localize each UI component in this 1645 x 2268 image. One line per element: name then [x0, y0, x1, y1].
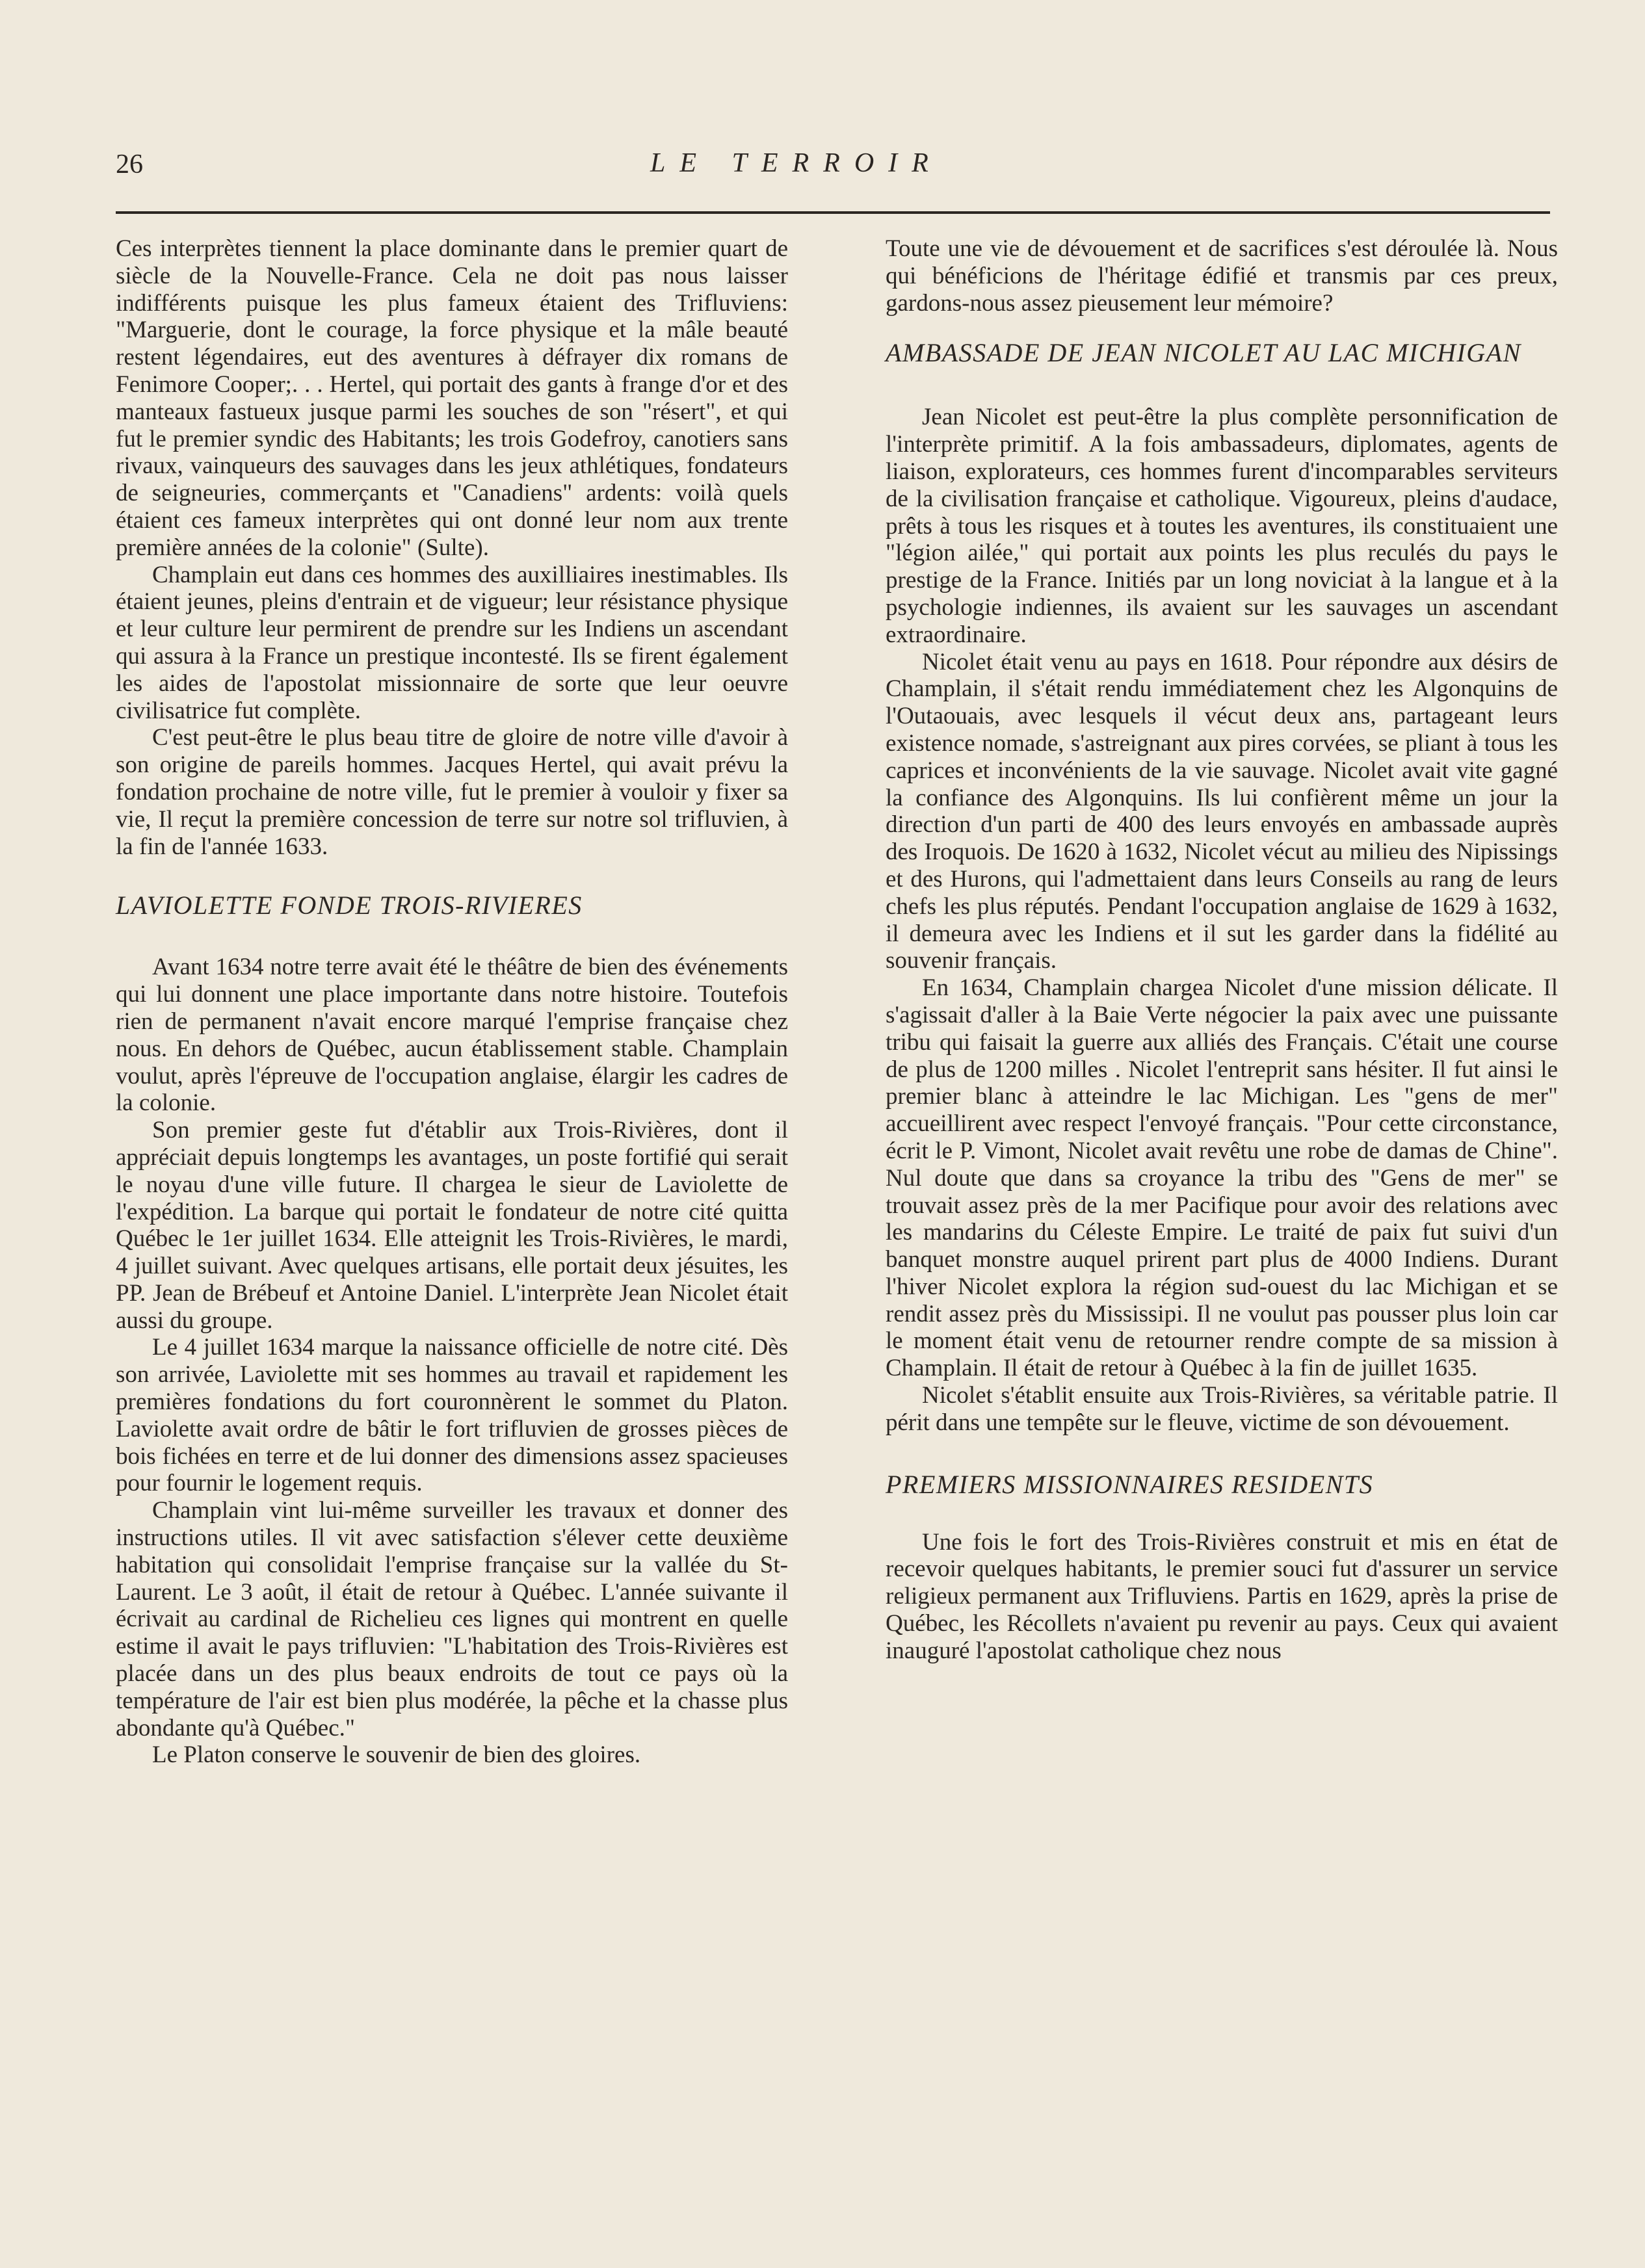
paragraph: Le 4 juillet 1634 marque la naissance officielle de notre cité. Dès son arrivée, Laviolette mit ses hommes au travail et rapidement les premières fondations du fort couronnèrent le sommet du Platon. Laviolette avait ordre de bâtir le fort trifluvien de grosses pièces de bois fichées en terre et de lui donner des dimensions assez spacieuses pour fournir le logement requis. [116, 1334, 788, 1497]
paragraph: Ces interprètes tiennent la place dominante dans le premier quart de siècle de la Nouvelle-France. Cela ne doit pas nous laisser indifférents puisque les plus fameux étaient des Trifluviens: "Marguerie, dont le courage, la force physique et la mâle beauté restent légendaires, eut des aventures à défrayer dix romans de Fenimore Cooper;. . . Hertel, qui portait des gants à frange d'or et des manteaux fastueux jusque parmi les souches de son "résert", et qui fut le premier syndic des Habitants; les trois Godefroy, canotiers sans rivaux, vainqueurs des sauvages dans les jeux athlétiques, fondateurs de seigneuries, commerçants et "Canadiens" ardents: voilà quels étaient ces fameux interprètes qui ont donné leur nom aux trente première années de la colonie" (Sulte). [116, 235, 788, 561]
paragraph: Champlain eut dans ces hommes des auxilliaires inestimables. Ils étaient jeunes, pleins d'entrain et de vigueur; leur résistance physique et leur culture leur permirent de prendre sur les Indiens un ascendant qui assura à la France un prestique incontesté. Ils se firent également les aides de l'apostolat missionnaire de sorte que leur oeuvre civilisatrice fut complète. [116, 561, 788, 724]
paragraph: Une fois le fort des Trois-Rivières construit et mis en état de recevoir quelques habitants, le premier souci fut d'assurer un service religieux permanent aux Trifluviens. Partis en 1629, après la prise de Québec, les Récollets n'avaient pu revenir au pays. Ceux qui avaient inauguré l'apostolat catholique chez nous [886, 1528, 1558, 1664]
section-heading: AMBASSADE DE JEAN NICOLET AU LAC MICHIGAN [886, 338, 1521, 368]
paragraph: Son premier geste fut d'établir aux Trois-Rivières, dont il appréciait depuis longtemps les avantages, un poste fortifié qui serait le noyau d'une ville future. Il chargea le sieur de Laviolette de l'expédition. La barque qui portait le fondateur de notre cité quitta Québec le 1er juillet 1634. Elle atteignit les Trois-Rivières, le mardi, 4 juillet suivant. Avec quelques artisans, elle portait deux jésuites, les PP. Jean de Brébeuf et Antoine Daniel. L'interprète Jean Nicolet était aussi du groupe. [116, 1117, 788, 1334]
paragraph: Jean Nicolet est peut-être la plus complète personnification de l'interprète primitif. A la fois ambassadeurs, diplomates, agents de liaison, explorateurs, ces hommes furent d'incomparables serviteurs de la civilisation française et catholique. Vigoureux, pleins d'audace, prêts à tous les risques et à toutes les aventures, ils constituaient une "légion ailée," qui portait aux points les plus reculés du pays le prestige de la France. Initiés par un long noviciat à la langue et à la psychologie indiennes, ils avaient sur les sauvages un ascendant extraordinaire. [886, 404, 1558, 648]
paragraph: Champlain vint lui-même surveiller les travaux et donner des instructions utiles. Il vit avec satisfaction s'élever cette deuxième habitation qui consolidait l'emprise française sur la vallée du St-Laurent. Le 3 août, il était de retour à Québec. L'année suivante il écrivait au cardinal de Richelieu ces lignes qui montrent en quelle estime il avait le pays trifluvien: "L'habitation des Trois-Rivières est placée dans un des plus beaux endroits de tout ce pays où la température de l'air est bien plus modérée, la pêche et la chasse plus abondante qu'à Québec." [116, 1497, 788, 1741]
paragraph: Toute une vie de dévouement et de sacrifices s'est déroulée là. Nous qui bénéficions de l'héritage édifié et transmis par ces preux, gardons-nous assez pieusement leur mémoire? [886, 235, 1558, 317]
paragraph: Nicolet était venu au pays en 1618. Pour répondre aux désirs de Champlain, il s'était rendu immédiatement chez les Algonquins de l'Outaouais, avec lesquels il vécut deux ans, partageant leurs existence nomade, s'astreignant aux pires corvées, se pliant à tous les caprices et inconvénients de la vie sauvage. Nicolet avait vite gagné la confiance des Algonquins. Ils lui confièrent même un jour la direction d'un parti de 400 des leurs envoyés en ambassade auprès des Iroquois. De 1620 à 1632, Nicolet vécut au milieu des Nipissings et des Hurons, qui l'admettaient dans leurs Conseils au rang de leurs chefs les plus réputés. Pendant l'occupation anglaise de 1629 à 1632, il demeura avec les Indiens et il sut les garder dans la fidélité au souvenir français. [886, 648, 1558, 974]
paragraph: C'est peut-être le plus beau titre de gloire de notre ville d'avoir à son origine de pareils hommes. Jacques Hertel, qui avait prévu la fondation prochaine de notre ville, fut le premier à vouloir y fixer sa vie, Il reçut la première concession de terre sur notre sol trifluvien, à la fin de l'année 1633. [116, 724, 788, 860]
header-rule [116, 211, 1550, 214]
paragraph: Le Platon conserve le souvenir de bien des gloires. [152, 1741, 641, 1769]
section-heading: PREMIERS MISSIONNAIRES RESIDENTS [886, 1469, 1374, 1499]
page-number: 26 [116, 150, 143, 179]
section-heading: LAVIOLETTE FONDE TROIS-RIVIERES [116, 891, 583, 920]
paragraph: En 1634, Champlain chargea Nicolet d'une mission délicate. Il s'agissait d'aller à la Baie Verte négocier la paix avec une puissante tribu qui faisait la guerre aux alliés des Français. C'était une course de plus de 1200 milles . Nicolet l'entreprit sans hésiter. Il fut ainsi le premier blanc à atteindre le lac Michigan. Les "gens de mer" accueillirent avec respect l'envoyé français. "Pour cette circonstance, écrit le P. Vimont, Nicolet avait revêtu une robe de damas de Chine". Nul doute que dans sa croyance la tribu des "Gens de mer" se trouvait assez près de la mer Pacifique pour avoir des relations avec les mandarins du Céleste Empire. Le traité de paix fut suivi d'un banquet monstre auquel prirent part plus de 4000 Indiens. Durant l'hiver Nicolet explora la région sud-ouest du lac Michigan et se rendit assez près du Mississipi. Il ne voulut pas pousser plus loin car le moment était venu de retourner rendre compte de sa mission à Champlain. Il était de retour à Québec à la fin de juillet 1635. [886, 974, 1558, 1382]
paragraph: Avant 1634 notre terre avait été le théâtre de bien des événements qui lui donnent une place importante dans notre histoire. Toutefois rien de permanent n'avait encore marqué l'emprise française chez nous. En dehors de Québec, aucun établissement stable. Champlain voulut, après l'épreuve de l'occupation anglaise, élargir les cadres de la colonie. [116, 954, 788, 1117]
paragraph: Nicolet s'établit ensuite aux Trois-Rivières, sa véritable patrie. Il périt dans une tempête sur le fleuve, victime de son dévouement. [886, 1382, 1558, 1436]
left-column [116, 235, 788, 1769]
running-title: LE TERROIR [650, 148, 943, 178]
right-column [886, 235, 1558, 1665]
